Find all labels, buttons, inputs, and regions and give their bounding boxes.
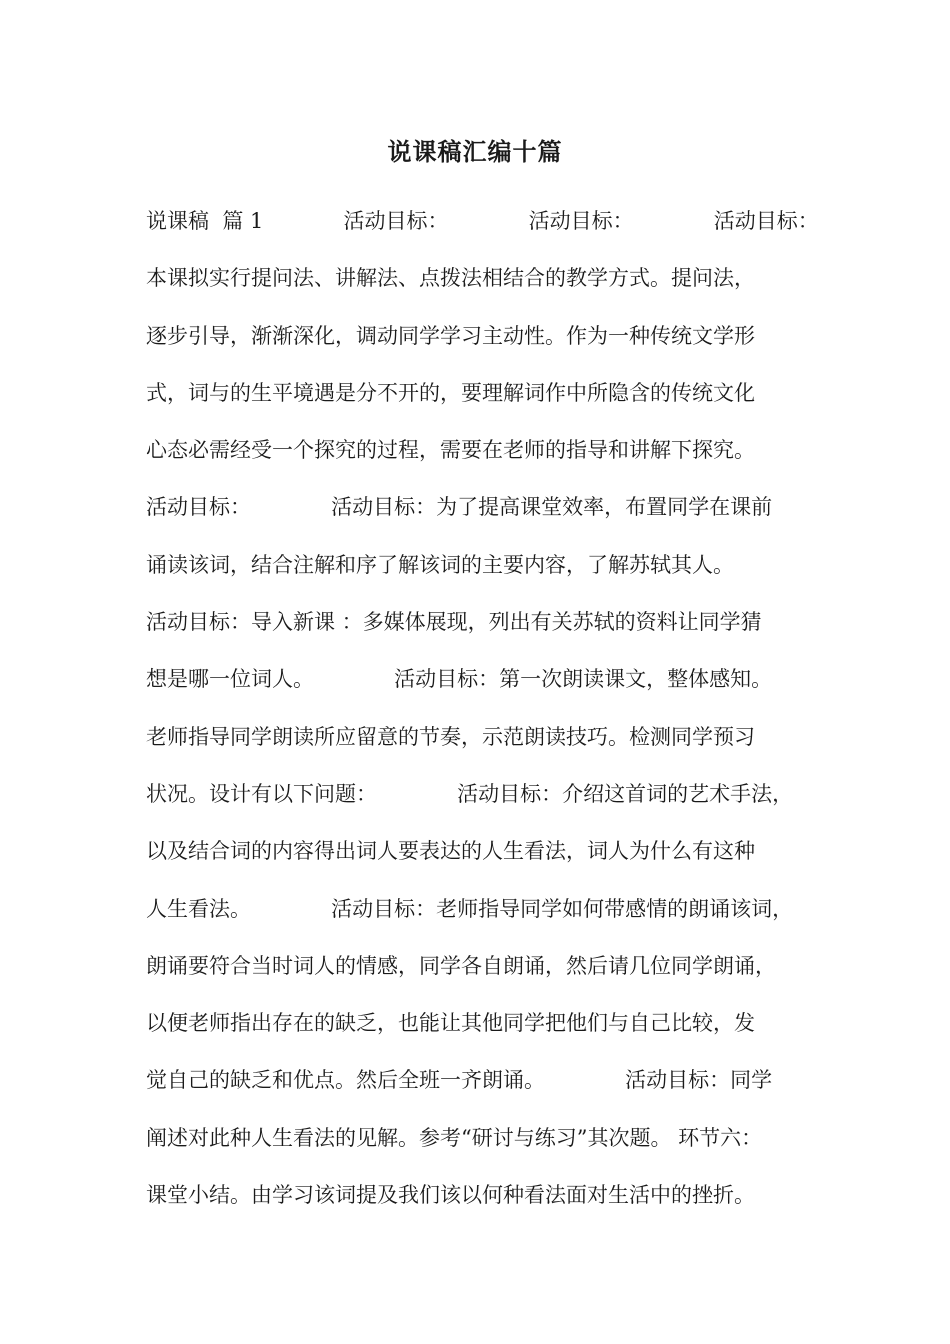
body-line xyxy=(146,1175,806,1232)
body-line-text: 说课稿 篇 1 活动目标： 活动目标： 活动目标： xyxy=(146,209,819,233)
body-line-text: 想是哪一位词人。 活动目标：第一次朗读课文，整体感知。 xyxy=(146,667,773,692)
body-line xyxy=(146,201,819,258)
body-line-text: 本课拟实行提问法、讲解法、点拨法相结合的教学方式。提问法， xyxy=(146,266,755,291)
body-line xyxy=(146,1003,806,1060)
body-line xyxy=(146,373,806,430)
body-line xyxy=(146,1118,806,1175)
body-line-text: 活动目标： 活动目标：为了提高课堂效率，布置同学在课前 xyxy=(146,495,773,520)
document-title: 说课稿汇编十篇 xyxy=(387,137,563,166)
body-line-text: 心态必需经受一个探究的过程，需要在老师的指导和讲解下探究。 xyxy=(146,438,755,463)
body-line xyxy=(146,545,806,602)
body-line-text: 逐步引导，渐渐深化，调动同学学习主动性。作为一种传统文学形 xyxy=(146,323,755,348)
document-body xyxy=(146,201,819,1232)
body-line xyxy=(146,889,806,946)
body-line xyxy=(146,602,806,659)
body-line-text: 诵读该词，结合注解和序了解该词的主要内容，了解苏轼其人。 xyxy=(146,552,734,577)
body-line xyxy=(146,659,806,716)
body-line-text: 觉自己的缺乏和优点。然后全班一齐朗诵。 活动目标：同学 xyxy=(146,1068,773,1093)
body-line xyxy=(146,1060,806,1117)
body-line-text: 活动目标：导入新课 ：多媒体展现，列出有关苏轼的资料让同学猜 xyxy=(146,610,762,635)
body-line-text: 以便老师指出存在的缺乏，也能让其他同学把他们与自己比较，发 xyxy=(146,1011,755,1036)
body-line-text: 老师指导同学朗读所应留意的节奏，示范朗读技巧。检测同学预习 xyxy=(146,724,755,749)
body-line-text: 状况。设计有以下问题： 活动目标：介绍这首词的艺术手法， xyxy=(146,781,794,806)
body-line xyxy=(146,946,806,1003)
body-line-text: 课堂小结。由学习该词提及我们该以何种看法面对生活中的挫折。 xyxy=(146,1183,755,1208)
body-line-text: 人生看法。 活动目标：老师指导同学如何带感情的朗诵该词， xyxy=(146,896,794,921)
body-line-text: 阐述对此种人生看法的见解。参考“研讨与练习”其次题。 环节六： xyxy=(146,1125,763,1150)
body-line xyxy=(146,717,806,774)
body-line xyxy=(146,316,806,373)
body-line xyxy=(146,831,806,888)
body-line xyxy=(146,258,806,315)
body-line-text: 朗诵要符合当时词人的情感，同学各自朗诵，然后请几位同学朗诵， xyxy=(146,953,776,978)
body-line xyxy=(146,774,806,831)
body-line xyxy=(146,487,806,544)
body-line-text: 式，词与的生平境遇是分不开的，要理解词作中所隐含的传统文化 xyxy=(146,380,755,405)
body-line-text: 以及结合词的内容得出词人要表达的人生看法，词人为什么有这种 xyxy=(146,839,755,864)
body-line xyxy=(146,430,806,487)
